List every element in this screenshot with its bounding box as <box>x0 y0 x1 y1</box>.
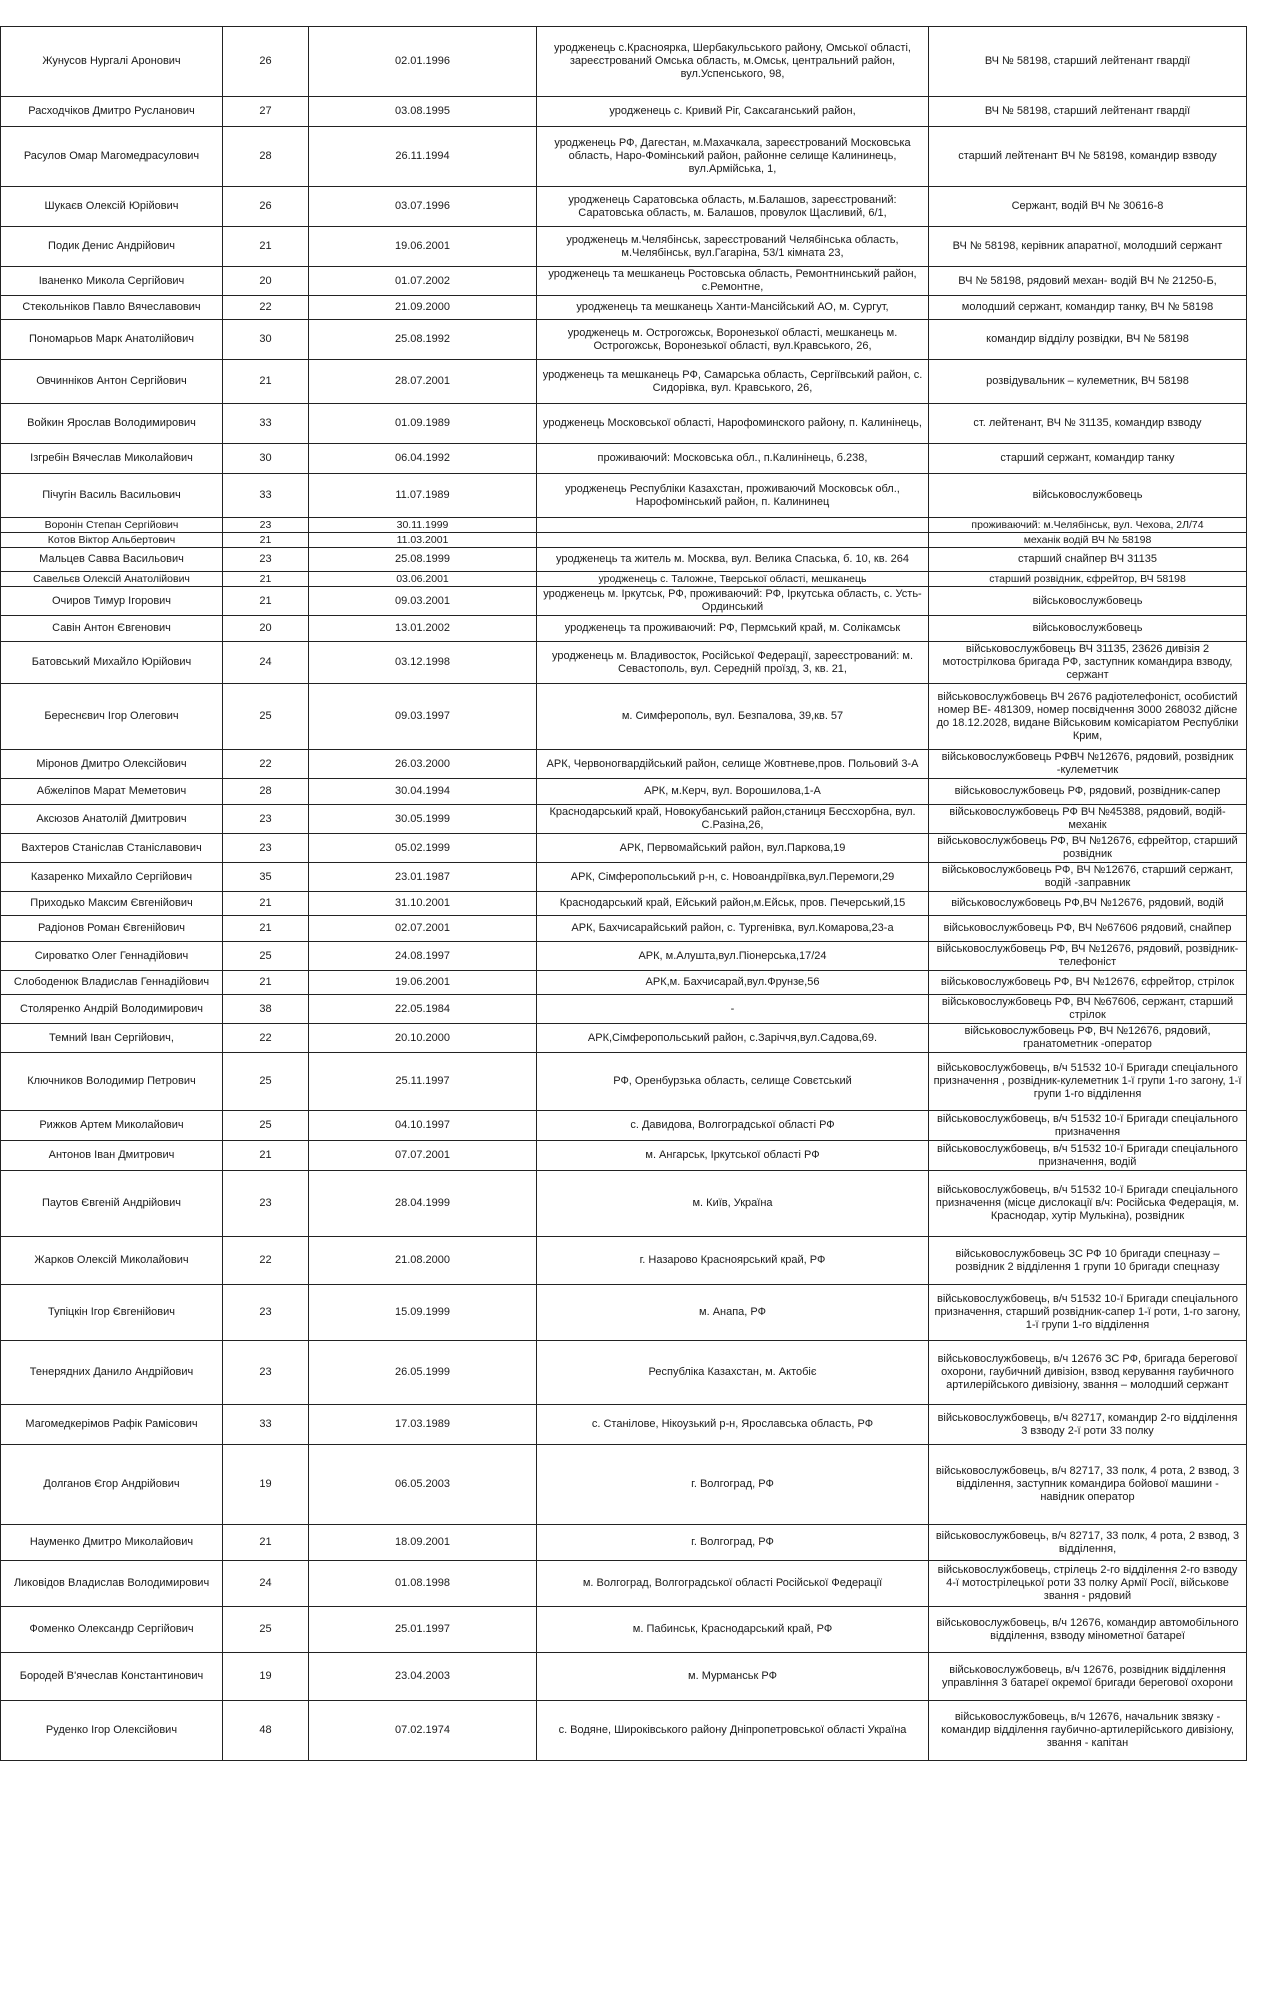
cell-unit: військовослужбовець ВЧ 2676 радіотелефоніст, особистий номер ВЕ- 481309, номер посвідчення 3000 268032 дійсне до 18.12.2028, видане Військовим комісаріатом Республіки Крим, <box>929 684 1247 750</box>
cell-age: 22 <box>223 750 309 779</box>
cell-dob: 20.10.2000 <box>309 1024 537 1053</box>
cell-unit: військовослужбовець <box>929 616 1247 642</box>
cell-name: Очиров Тимур Ігорович <box>1 587 223 616</box>
cell-dob: 15.09.1999 <box>309 1285 537 1341</box>
table-row <box>1 1171 1247 1237</box>
cell-name: Жарков Олексій Миколайович <box>1 1237 223 1285</box>
cell-age: 30 <box>223 444 309 474</box>
cell-address: АРК, м.Керч, вул. Ворошилова,1-А <box>537 779 929 805</box>
cell-name: Магомедкерімов Рафік Рамісович <box>1 1405 223 1445</box>
cell-dob: 03.06.2001 <box>309 572 537 587</box>
cell-unit: військовослужбовець ЗС РФ 10 бригади спецназу – розвідник 2 відділення 1 групи 10 бригади спецназу <box>929 1237 1247 1285</box>
cell-unit: військовослужбовець, в/ч 82717, 33 полк, 4 рота, 2 взвод, 3 відділення, заступник командира бойової машини - навідник оператор <box>929 1445 1247 1525</box>
cell-address <box>537 518 929 533</box>
cell-name: Абжеліпов Марат Меметович <box>1 779 223 805</box>
cell-unit: військовослужбовець, в/ч 51532 10-ї Бригади спеціального призначення, водій <box>929 1141 1247 1171</box>
table-row <box>1 533 1247 548</box>
cell-age: 23 <box>223 1171 309 1237</box>
table-row <box>1 404 1247 444</box>
cell-name: Воронін Степан Сергійович <box>1 518 223 533</box>
cell-age: 21 <box>223 916 309 942</box>
cell-address: уродженець м. Владивосток, Російської Федерації, зареєстрований: м. Севастополь, вул. Середній проїзд, 3, кв. 21, <box>537 642 929 684</box>
cell-unit: військовослужбовець РФ, ВЧ №12676, єфрейтор, старший розвідник <box>929 834 1247 863</box>
cell-address: - <box>537 995 929 1024</box>
cell-dob: 01.08.1998 <box>309 1561 537 1607</box>
table-row <box>1 942 1247 971</box>
cell-unit: військовослужбовець РФ, ВЧ №12676, рядовий, гранатометник -оператор <box>929 1024 1247 1053</box>
cell-address: уродженець Саратовська область, м.Балашов, зареєстрований: Саратовська область, м. Балашов, провулок Щасливий, 6/1, <box>537 187 929 227</box>
table-row <box>1 518 1247 533</box>
cell-name: Бородей В'ячеслав Константинович <box>1 1653 223 1701</box>
table-row <box>1 750 1247 779</box>
cell-name: Вахтеров Станіслав Станіславович <box>1 834 223 863</box>
cell-unit: ВЧ № 58198, рядовий механ- водій ВЧ № 21250-Б, <box>929 267 1247 296</box>
cell-unit: військовослужбовець РФ, ВЧ №12676, єфрейтор, стрілок <box>929 971 1247 995</box>
cell-address: проживаючий: Московська обл., п.Калинінець, б.238, <box>537 444 929 474</box>
cell-unit: старший сержант, командир танку <box>929 444 1247 474</box>
cell-address: АРК,м. Бахчисарай,вул.Фрунзе,56 <box>537 971 929 995</box>
cell-dob: 06.05.2003 <box>309 1445 537 1525</box>
table-row <box>1 296 1247 320</box>
cell-address: уродженець с. Кривий Ріг, Саксаганський район, <box>537 97 929 127</box>
cell-address <box>537 533 929 548</box>
cell-address: уродженець та проживаючий: РФ, Пермський край, м. Солікамськ <box>537 616 929 642</box>
table-row <box>1 616 1247 642</box>
cell-address: м. Мурманськ РФ <box>537 1653 929 1701</box>
cell-age: 23 <box>223 548 309 572</box>
cell-name: Рижков Артем Миколайович <box>1 1111 223 1141</box>
cell-name: Ізгребін Вячеслав Миколайович <box>1 444 223 474</box>
cell-name: Батовський Михайло Юрійович <box>1 642 223 684</box>
cell-address: уродженець Московської області, Нарофоминского району, п. Калинінець, <box>537 404 929 444</box>
cell-dob: 30.11.1999 <box>309 518 537 533</box>
cell-address: уродженець с. Таложне, Тверської області, мешканець <box>537 572 929 587</box>
cell-dob: 26.05.1999 <box>309 1341 537 1405</box>
cell-age: 21 <box>223 227 309 267</box>
cell-age: 28 <box>223 779 309 805</box>
cell-unit: військовослужбовець РФВЧ №12676, рядовий, розвідник -кулеметчик <box>929 750 1247 779</box>
cell-address: Республіка Казахстан, м. Актобіє <box>537 1341 929 1405</box>
table-row <box>1 227 1247 267</box>
cell-unit: військовослужбовець РФ,ВЧ №12676, рядовий, водій <box>929 892 1247 916</box>
cell-age: 22 <box>223 296 309 320</box>
cell-name: Антонов Іван Дмитрович <box>1 1141 223 1171</box>
cell-dob: 24.08.1997 <box>309 942 537 971</box>
table-row <box>1 1024 1247 1053</box>
cell-name: Столяренко Андрій Володимирович <box>1 995 223 1024</box>
cell-name: Расходчіков Дмитро Русланович <box>1 97 223 127</box>
cell-address: м. Волгоград, Волгоградської області Російської Федерації <box>537 1561 929 1607</box>
roster-body <box>1 27 1247 1761</box>
cell-name: Фоменко Олександр Сергійович <box>1 1607 223 1653</box>
table-row <box>1 1701 1247 1761</box>
cell-address: АРК, Сімферопольський р-н, с. Новоандріївка,вул.Перемоги,29 <box>537 863 929 892</box>
cell-name: Ключников Володимир Петрович <box>1 1053 223 1111</box>
cell-age: 33 <box>223 474 309 518</box>
table-row <box>1 1405 1247 1445</box>
cell-age: 26 <box>223 187 309 227</box>
cell-age: 19 <box>223 1653 309 1701</box>
cell-name: Приходько Максим Євгенійович <box>1 892 223 916</box>
cell-dob: 17.03.1989 <box>309 1405 537 1445</box>
cell-unit: військовослужбовець, в/ч 12676, розвідник відділення управління 3 батареї окремої бригади берегової охорони <box>929 1653 1247 1701</box>
cell-address: уродженець Республіки Казахстан, проживаючий Московськ обл., Нарофомінський район, п. Калининец <box>537 474 929 518</box>
cell-unit: Сержант, водій ВЧ № 30616-8 <box>929 187 1247 227</box>
cell-age: 23 <box>223 1341 309 1405</box>
cell-dob: 28.04.1999 <box>309 1171 537 1237</box>
cell-dob: 03.12.1998 <box>309 642 537 684</box>
cell-dob: 21.09.2000 <box>309 296 537 320</box>
table-row <box>1 1607 1247 1653</box>
cell-age: 19 <box>223 1445 309 1525</box>
table-row <box>1 916 1247 942</box>
cell-dob: 25.08.1992 <box>309 320 537 360</box>
cell-dob: 09.03.2001 <box>309 587 537 616</box>
cell-unit: військовослужбовець РФ, ВЧ №67606, сержант, старший стрілок <box>929 995 1247 1024</box>
cell-dob: 31.10.2001 <box>309 892 537 916</box>
cell-unit: військовослужбовець РФ, ВЧ №67606 рядовий, снайпер <box>929 916 1247 942</box>
cell-address: с. Водяне, Широківського району Дніпропетровської області Україна <box>537 1701 929 1761</box>
cell-name: Долганов Єгор Андрійович <box>1 1445 223 1525</box>
cell-address: АРК, м.Алушта,вул.Піонерська,17/24 <box>537 942 929 971</box>
cell-dob: 19.06.2001 <box>309 227 537 267</box>
cell-unit: військовослужбовець <box>929 474 1247 518</box>
table-row <box>1 684 1247 750</box>
cell-dob: 07.07.2001 <box>309 1141 537 1171</box>
cell-age: 21 <box>223 971 309 995</box>
table-row <box>1 267 1247 296</box>
cell-address: уродженець та мешканець Ханти-Мансійський АО, м. Сургут, <box>537 296 929 320</box>
table-row <box>1 892 1247 916</box>
cell-name: Овчинніков Антон Сергійович <box>1 360 223 404</box>
cell-dob: 23.01.1987 <box>309 863 537 892</box>
cell-age: 21 <box>223 587 309 616</box>
cell-age: 22 <box>223 1024 309 1053</box>
cell-age: 21 <box>223 892 309 916</box>
table-row <box>1 863 1247 892</box>
cell-age: 33 <box>223 1405 309 1445</box>
cell-dob: 03.07.1996 <box>309 187 537 227</box>
cell-name: Мальцев Савва Васильович <box>1 548 223 572</box>
cell-age: 23 <box>223 805 309 834</box>
cell-unit: військовослужбовець РФ ВЧ №45388, рядовий, водій-механік <box>929 805 1247 834</box>
table-row <box>1 360 1247 404</box>
cell-address: м. Анапа, РФ <box>537 1285 929 1341</box>
cell-dob: 11.07.1989 <box>309 474 537 518</box>
cell-dob: 06.04.1992 <box>309 444 537 474</box>
cell-unit: ВЧ № 58198, старший лейтенант гвардії <box>929 97 1247 127</box>
cell-name: Руденко Ігор Олексійович <box>1 1701 223 1761</box>
cell-name: Савін Антон Євгенович <box>1 616 223 642</box>
cell-unit: старший снайпер ВЧ 31135 <box>929 548 1247 572</box>
cell-age: 23 <box>223 834 309 863</box>
cell-name: Науменко Дмитро Миколайович <box>1 1525 223 1561</box>
table-row <box>1 995 1247 1024</box>
table-row <box>1 1111 1247 1141</box>
table-row <box>1 187 1247 227</box>
cell-age: 25 <box>223 1053 309 1111</box>
cell-address: м. Київ, Україна <box>537 1171 929 1237</box>
table-row <box>1 127 1247 187</box>
cell-address: уродженець та мешканець РФ, Самарська область, Сергіївський район, с. Сидорівка, вул. Кравського, 26, <box>537 360 929 404</box>
cell-dob: 07.02.1974 <box>309 1701 537 1761</box>
cell-address: м. Ангарськ, Іркутської області РФ <box>537 1141 929 1171</box>
cell-address: с. Станілове, Нікоузький р-н, Ярославська область, РФ <box>537 1405 929 1445</box>
cell-address: АРК, Бахчисарайський район, с. Тургенівка, вул.Комарова,23-а <box>537 916 929 942</box>
cell-unit: проживаючий: м.Челябінськ, вул. Чехова, 2Л/74 <box>929 518 1247 533</box>
cell-age: 26 <box>223 27 309 97</box>
cell-unit: військовослужбовець <box>929 587 1247 616</box>
cell-name: Подик Денис Андрійович <box>1 227 223 267</box>
table-row <box>1 1141 1247 1171</box>
cell-dob: 11.03.2001 <box>309 533 537 548</box>
cell-dob: 01.09.1989 <box>309 404 537 444</box>
cell-age: 38 <box>223 995 309 1024</box>
cell-dob: 18.09.2001 <box>309 1525 537 1561</box>
table-row <box>1 1445 1247 1525</box>
cell-age: 23 <box>223 1285 309 1341</box>
table-row <box>1 971 1247 995</box>
cell-dob: 23.04.2003 <box>309 1653 537 1701</box>
cell-dob: 03.08.1995 <box>309 97 537 127</box>
cell-unit: ст. лейтенант, ВЧ № 31135, командир взводу <box>929 404 1247 444</box>
table-row <box>1 1285 1247 1341</box>
cell-name: Савельєв Олексій Анатолійович <box>1 572 223 587</box>
cell-address: уродженець с.Красноярка, Шербакульського району, Омської області, зареєстрований Омська область, м.Омськ, центральний район, вул.Успенського, 98, <box>537 27 929 97</box>
cell-age: 21 <box>223 360 309 404</box>
cell-unit: військовослужбовець РФ, ВЧ №12676, рядовий, розвідник- телефоніст <box>929 942 1247 971</box>
cell-age: 30 <box>223 320 309 360</box>
table-row <box>1 548 1247 572</box>
table-row <box>1 779 1247 805</box>
cell-address: АРК, Червоногвардійський район, селище Жовтневе,пров. Польовий 3-А <box>537 750 929 779</box>
cell-address: г. Волгоград, РФ <box>537 1445 929 1525</box>
cell-age: 21 <box>223 533 309 548</box>
cell-unit: розвідувальник – кулеметник, ВЧ 58198 <box>929 360 1247 404</box>
cell-unit: молодший сержант, командир танку, ВЧ № 58198 <box>929 296 1247 320</box>
cell-unit: військовослужбовець, в/ч 51532 10-ї Бригади спеціального призначення <box>929 1111 1247 1141</box>
cell-age: 20 <box>223 267 309 296</box>
cell-address: м. Симферополь, вул. Безпалова, 39,кв. 57 <box>537 684 929 750</box>
cell-address: г. Назарово Красноярський край, РФ <box>537 1237 929 1285</box>
cell-age: 24 <box>223 1561 309 1607</box>
cell-name: Шукаєв Олексій Юрійович <box>1 187 223 227</box>
cell-address: г. Волгоград, РФ <box>537 1525 929 1561</box>
cell-name: Слободенюк Владислав Геннадійович <box>1 971 223 995</box>
cell-unit: механік водій ВЧ № 58198 <box>929 533 1247 548</box>
cell-age: 48 <box>223 1701 309 1761</box>
table-row <box>1 444 1247 474</box>
cell-dob: 22.05.1984 <box>309 995 537 1024</box>
cell-unit: військовослужбовець, стрілець 2-го відділення 2-го взводу 4-ї мотострілецької роти 33 полку Армії Росії, військове звання - рядовий <box>929 1561 1247 1607</box>
cell-address: Краснодарський край, Ейський район,м.Ейськ, пров. Печерський,15 <box>537 892 929 916</box>
cell-address: уродженець та мешканець Ростовська область, Ремонтнинський район, с.Ремонтне, <box>537 267 929 296</box>
cell-age: 33 <box>223 404 309 444</box>
cell-age: 35 <box>223 863 309 892</box>
cell-address: м. Пабинськ, Краснодарський край, РФ <box>537 1607 929 1653</box>
cell-address: Краснодарський край, Новокубанський район,станиця Бессхорбна, вул. С.Разіна,26, <box>537 805 929 834</box>
table-row <box>1 1237 1247 1285</box>
cell-name: Пономарьов Марк Анатолійович <box>1 320 223 360</box>
cell-dob: 21.08.2000 <box>309 1237 537 1285</box>
cell-name: Міронов Дмитро Олексійович <box>1 750 223 779</box>
cell-name: Котов Віктор Альбертович <box>1 533 223 548</box>
cell-age: 20 <box>223 616 309 642</box>
cell-dob: 09.03.1997 <box>309 684 537 750</box>
cell-dob: 25.11.1997 <box>309 1053 537 1111</box>
table-row <box>1 1525 1247 1561</box>
roster-table <box>0 26 1247 1761</box>
cell-dob: 25.08.1999 <box>309 548 537 572</box>
cell-age: 25 <box>223 1607 309 1653</box>
cell-name: Сироватко Олег Геннадійович <box>1 942 223 971</box>
cell-name: Радіонов Роман Євгенійович <box>1 916 223 942</box>
cell-unit: ВЧ № 58198, старший лейтенант гвардії <box>929 27 1247 97</box>
cell-name: Пічугін Василь Васильович <box>1 474 223 518</box>
cell-unit: старший розвідник, єфрейтор, ВЧ 58198 <box>929 572 1247 587</box>
cell-dob: 26.03.2000 <box>309 750 537 779</box>
cell-age: 22 <box>223 1237 309 1285</box>
cell-address: с. Давидова, Волгоградської області РФ <box>537 1111 929 1141</box>
cell-address: уродженець м. Іркутськ, РФ, проживаючий: РФ, Іркутська область, с. Усть-Ординський <box>537 587 929 616</box>
table-row <box>1 805 1247 834</box>
cell-address: уродженець м.Челябінськ, зареєстрований Челябінська область, м.Челябінськ, вул.Гагаріна, 53/1 кімната 23, <box>537 227 929 267</box>
cell-unit: військовослужбовець, в/ч 51532 10-ї Бригади спеціального призначення, старший розвідник-сапер 1-ї роти, 1-го загону, 1-ї групи 1-го відділення <box>929 1285 1247 1341</box>
cell-unit: військовослужбовець, в/ч 82717, 33 полк, 4 рота, 2 взвод, 3 відділення, <box>929 1525 1247 1561</box>
cell-dob: 01.07.2002 <box>309 267 537 296</box>
table-row <box>1 1653 1247 1701</box>
cell-unit: військовослужбовець, в/ч 12676, начальник звязку - командир відділення гаубично-артилерійського дивізіону, звання - капітан <box>929 1701 1247 1761</box>
table-row <box>1 587 1247 616</box>
table-row <box>1 1053 1247 1111</box>
table-row <box>1 572 1247 587</box>
cell-name: Тупіцкін Ігор Євгенійович <box>1 1285 223 1341</box>
cell-dob: 04.10.1997 <box>309 1111 537 1141</box>
cell-unit: військовослужбовець ВЧ 31135, 23626 дивізія 2 мотострілкова бригада РФ, заступник командира взводу, сержант <box>929 642 1247 684</box>
cell-address: АРК,Сімферопольський район, с.Заріччя,вул.Садова,69. <box>537 1024 929 1053</box>
cell-dob: 30.05.1999 <box>309 805 537 834</box>
cell-name: Іваненко Микола Сергійович <box>1 267 223 296</box>
cell-name: Казаренко Михайло Сергійович <box>1 863 223 892</box>
cell-name: Жунусов Нургалі Аронович <box>1 27 223 97</box>
cell-dob: 13.01.2002 <box>309 616 537 642</box>
table-row <box>1 1341 1247 1405</box>
cell-name: Войкин Ярослав Володимирович <box>1 404 223 444</box>
cell-unit: військовослужбовець РФ, ВЧ №12676, старший сержант, водій -заправник <box>929 863 1247 892</box>
cell-age: 27 <box>223 97 309 127</box>
cell-address: уродженець та житель м. Москва, вул. Велика Спаська, б. 10, кв. 264 <box>537 548 929 572</box>
cell-unit: командир відділу розвідки, ВЧ № 58198 <box>929 320 1247 360</box>
cell-address: уродженець РФ, Дагестан, м.Махачкала, зареєстрований Московська область, Наро-Фомінський район, районне селище Калининець, вул.Армійська, 1, <box>537 127 929 187</box>
cell-age: 28 <box>223 127 309 187</box>
cell-age: 24 <box>223 642 309 684</box>
cell-age: 21 <box>223 1141 309 1171</box>
cell-unit: військовослужбовець, в/ч 12676, командир автомобільного відділення, взводу мінометної батареї <box>929 1607 1247 1653</box>
table-row <box>1 320 1247 360</box>
cell-name: Расулов Омар Магомедрасулович <box>1 127 223 187</box>
cell-name: Тенерядних Данило Андрійович <box>1 1341 223 1405</box>
cell-age: 23 <box>223 518 309 533</box>
cell-unit: військовослужбовець, в/ч 82717, командир 2-го відділення 3 взводу 2-ї роти 33 полку <box>929 1405 1247 1445</box>
cell-age: 21 <box>223 572 309 587</box>
cell-age: 21 <box>223 1525 309 1561</box>
cell-unit: військовослужбовець РФ, рядовий, розвідник-сапер <box>929 779 1247 805</box>
table-row <box>1 1561 1247 1607</box>
cell-name: Аксюзов Анатолій Дмитрович <box>1 805 223 834</box>
cell-dob: 30.04.1994 <box>309 779 537 805</box>
cell-unit: військовослужбовець, в/ч 12676 ЗС РФ, бригада берегової охорони, гаубичний дивізіон, взвод керування гаубичного артилерійського дивізіону, звання – молодший сержант <box>929 1341 1247 1405</box>
cell-dob: 28.07.2001 <box>309 360 537 404</box>
cell-age: 25 <box>223 1111 309 1141</box>
table-row <box>1 97 1247 127</box>
cell-dob: 02.07.2001 <box>309 916 537 942</box>
cell-name: Ликовідов Владислав Володимирович <box>1 1561 223 1607</box>
cell-unit: військовослужбовець, в/ч 51532 10-ї Бригади спеціального призначення , розвідник-кулеметник 1-ї групи 1-го загону, 1-ї групи 1-го відділення <box>929 1053 1247 1111</box>
cell-name: Паутов Євгеній Андрійович <box>1 1171 223 1237</box>
cell-age: 25 <box>223 684 309 750</box>
cell-unit: ВЧ № 58198, керівник апаратної, молодший сержант <box>929 227 1247 267</box>
cell-dob: 02.01.1996 <box>309 27 537 97</box>
table-row <box>1 642 1247 684</box>
cell-unit: старший лейтенант ВЧ № 58198, командир взводу <box>929 127 1247 187</box>
cell-name: Стекольніков Павло Вячеславович <box>1 296 223 320</box>
cell-dob: 25.01.1997 <box>309 1607 537 1653</box>
cell-address: РФ, Оренбурзька область, селище Совєтський <box>537 1053 929 1111</box>
cell-address: АРК, Первомайський район, вул.Паркова,19 <box>537 834 929 863</box>
cell-dob: 26.11.1994 <box>309 127 537 187</box>
cell-dob: 05.02.1999 <box>309 834 537 863</box>
cell-name: Темний Іван Сергійович, <box>1 1024 223 1053</box>
cell-age: 25 <box>223 942 309 971</box>
cell-name: Береснєвич Ігор Олегович <box>1 684 223 750</box>
cell-dob: 19.06.2001 <box>309 971 537 995</box>
table-row <box>1 27 1247 97</box>
table-row <box>1 474 1247 518</box>
table-row <box>1 834 1247 863</box>
cell-address: уродженець м. Острогожськ, Воронезької області, мешканець м. Острогожськ, Воронезької області, вул.Кравського, 26, <box>537 320 929 360</box>
cell-unit: військовослужбовець, в/ч 51532 10-ї Бригади спеціального призначення (місце дислокації в/ч: Російська Федерація, м. Краснодар, хутір Мулькіна), розвідник <box>929 1171 1247 1237</box>
